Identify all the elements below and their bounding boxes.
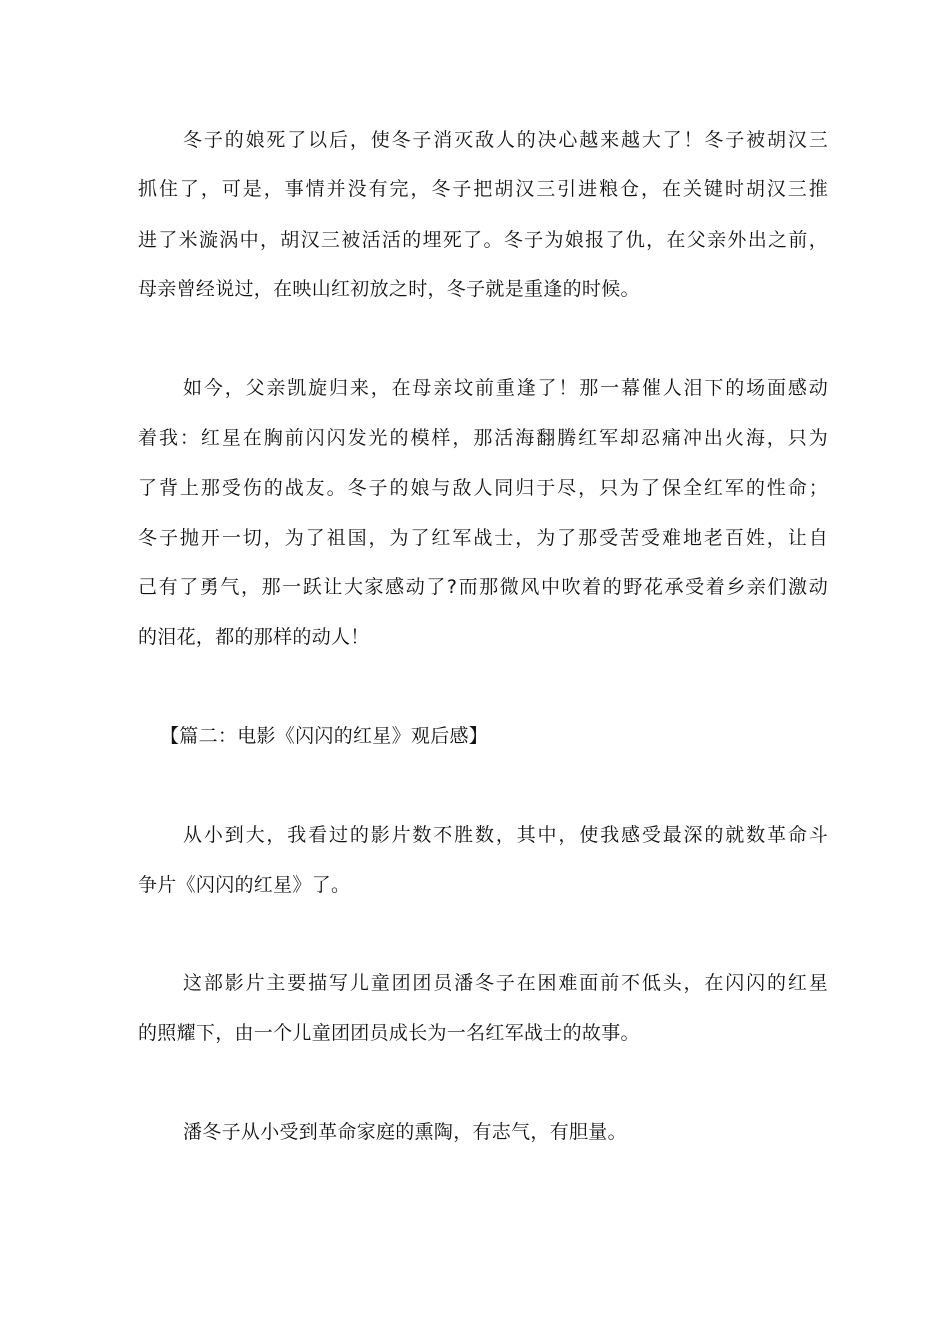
text-line: 抓住了，可是，事情并没有完，冬子把胡汉三引进粮仓，在关键时胡汉三推: [138, 178, 828, 200]
text-line: 了背上那受伤的战友。冬子的娘与敌人同归于尽，只为了保全红军的性命；: [138, 477, 828, 499]
text-line: 己有了勇气，那一跃让大家感动了?而那微风中吹着的野花承受着乡亲们激动: [138, 576, 828, 598]
text-line: 的照耀下，由一个儿童团团员成长为一名红军战士的故事。: [138, 1022, 640, 1044]
text-line: 的泪花，都的那样的动人！: [138, 626, 370, 648]
text-line: 争片《闪闪的红星》了。: [138, 874, 351, 896]
text-line: 从小到大，我看过的影片数不胜数，其中，使我感受最深的就数革命斗: [183, 824, 828, 846]
text-line: 这部影片主要描写儿童团团员潘冬子在困难面前不低头，在闪闪的红星: [183, 972, 828, 994]
text-line: 冬子的娘死了以后，使冬子消灭敌人的决心越来越大了！冬子被胡汉三: [183, 129, 828, 151]
text-line: 进了米漩涡中，胡汉三被活活的埋死了。冬子为娘报了仇，在父亲外出之前，: [138, 229, 828, 251]
text-line: 冬子抛开一切，为了祖国，为了红军战士，为了那受苦受难地老百姓，让自: [138, 527, 828, 549]
text-line: 如今，父亲凯旋归来，在母亲坟前重逢了！那一幕催人泪下的场面感动: [183, 377, 828, 399]
text-line: 着我：红星在胸前闪闪发光的模样，那活海翻腾红军却忍痛冲出火海，只为: [138, 427, 828, 449]
text-line: 母亲曾经说过，在映山红初放之时，冬子就是重逢的时候。: [138, 278, 640, 300]
text-line: 潘冬子从小受到革命家庭的熏陶，有志气，有胆量。: [183, 1121, 627, 1143]
heading-text: 【篇二：电影《闪闪的红星》观后感】: [160, 725, 489, 747]
